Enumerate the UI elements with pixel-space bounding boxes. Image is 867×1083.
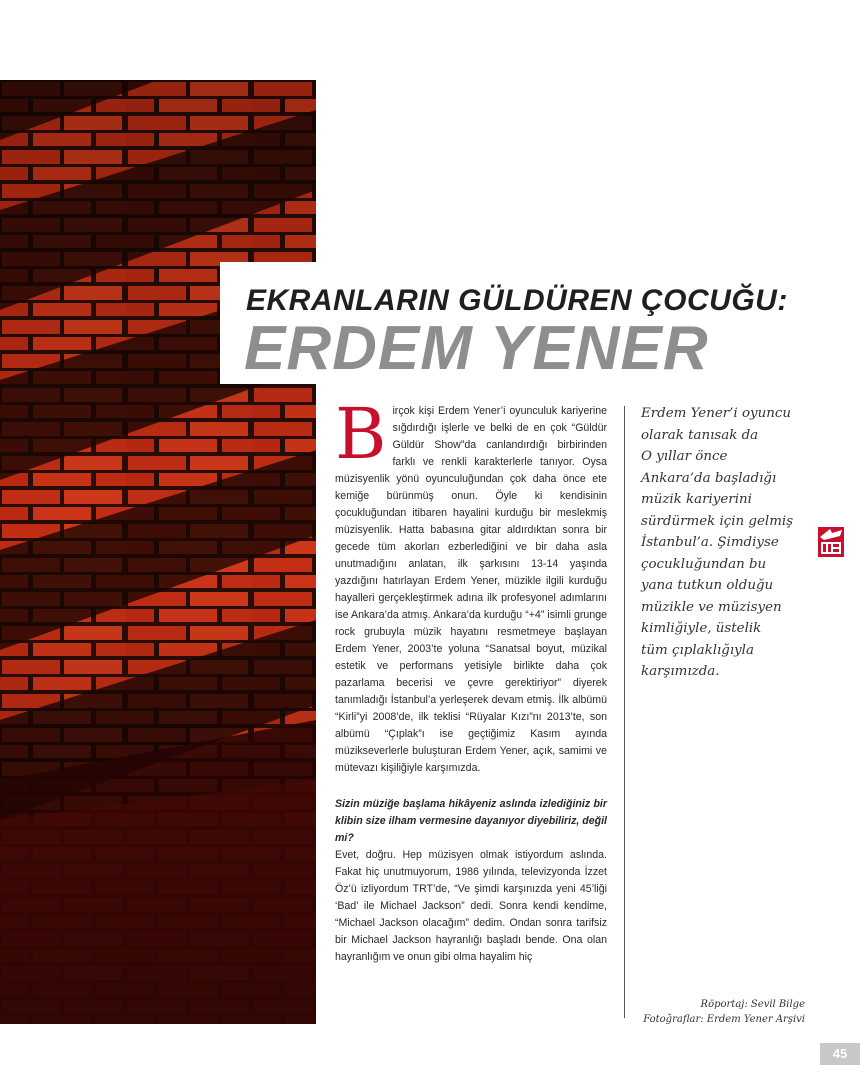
intro-text: irçok kişi Erdem Yener’i oyunculuk kariyerine sığdırdığı işlerle ve belki de en çok “Güldür Güldür Show”da canlandırdığı birbirinden farklı ve renkli karakterlerle tanıyor. Oysa müzisyenlik yönü oyunculuğundan çok daha önce ete kemiğe bürünmüş onun. Öyle ki kendisinin çocukluğundan itibaren hayalini kurduğu bir meslekmiş müzisyenlik. Hatta babasına gitar aldırdıktan sonra bir gecede tüm akorları ezberlediğini ve bir daha asla unutmadığını anlatan, ilk şarkısını 13-14 yaşında yazdığını hatırlayan Erdem Yener, müzikle ilgili kurduğu hayalleri gerçekleştirmek adına ilk profesyonel adımlarını ise Ankara’da atmış. Ankara’da kurduğu “+4” isimli grunge rock grubuyla müzik hayatını resmetmeye başlayan Erdem Yener, 2003’te yoluna “Sanatsal boyut, müzikal estetik ve performans yetisiyle birlikte daha çok pazarlama becerisi ve çevre gerektiriyor” diyerek tanımladığı İstanbul’a yerleşerek devam etmiş. İlk albümü “Kirli”yi 2008’de, ilk teklisi “Rüyalar Kızı”nı 2013’te, son albümü “Çıplak”ı ise geçtiğimiz Kasım ayında müzikseverlerle buluşturan Erdem Yener, açık, samimi ve mütevazı kişiliğiyle karşımızda. [335, 405, 607, 774]
drop-cap: B [335, 393, 387, 475]
pull-quote-line: müzikle ve müzisyen [641, 599, 782, 615]
brick-wall-photo [0, 80, 316, 1024]
column-divider [624, 406, 625, 1018]
pull-quote-line: karşımızda. [641, 664, 720, 679]
pull-quote-line: olarak tanısak da [641, 427, 759, 443]
pull-quote-line: çocukluğundan bu [641, 556, 767, 572]
interview-credit: Röportaj: Sevil Bilge [700, 999, 805, 1010]
article-body [335, 393, 608, 966]
photo-credit: Fotoğraflar: Erdem Yener Arşivi [643, 1014, 805, 1025]
brick-wall-illustration [0, 80, 316, 1024]
pull-quote-line: müzik kariyerini [641, 492, 752, 507]
pull-quote-line: Erdem Yener’i oyuncu [641, 406, 791, 421]
intro-paragraph [335, 393, 607, 777]
interview-answer: Evet, doğru. Hep müzisyen olmak istiyordum aslında. Fakat hiç unutmuyorum, 1986 yılında, televizyonda İzzet Öz’ü izliyordum TRT’de, “Ve şimdi karşınızda yeni 45’liği ‘Bad’ ile Michael Jackson” dedi. Sonra kendi kendime, “Michael Jackson olacağım” dedim. Ondan sonra tarifsiz bir Michael Jackson hayranlığı başladı bende. Ona olan hayranlığım ve onun gibi olma hayalim hiç [335, 849, 607, 963]
pull-quote-line: O yıllar önce [641, 449, 728, 464]
article-headline: ERDEM YENER [244, 314, 709, 383]
pull-quote-line: kimliğiyle, üstelik [641, 621, 762, 636]
page-number: 45 [820, 1043, 860, 1065]
pull-quote-line: tüm çıplaklığıyla [641, 642, 754, 658]
interview-question: Sizin müziğe başlama hikâyeniz aslında izlediğiniz bir klibin size ilham vermesine dayanıyor diyebiliriz, değil mi? [335, 798, 608, 844]
pull-quote-line: yana tutkun olduğu [641, 578, 774, 593]
magazine-logo-icon [818, 527, 844, 557]
pull-quote [641, 403, 813, 683]
pull-quote-line: Ankara’da başladığı [641, 470, 777, 486]
article-kicker: EKRANLARIN GÜLDÜREN ÇOCUĞU: [246, 284, 788, 317]
photo-credits [643, 997, 805, 1027]
pull-quote-line: İstanbul’a. Şimdiyse [641, 535, 779, 550]
pull-quote-line: sürdürmek için gelmiş [641, 513, 794, 529]
